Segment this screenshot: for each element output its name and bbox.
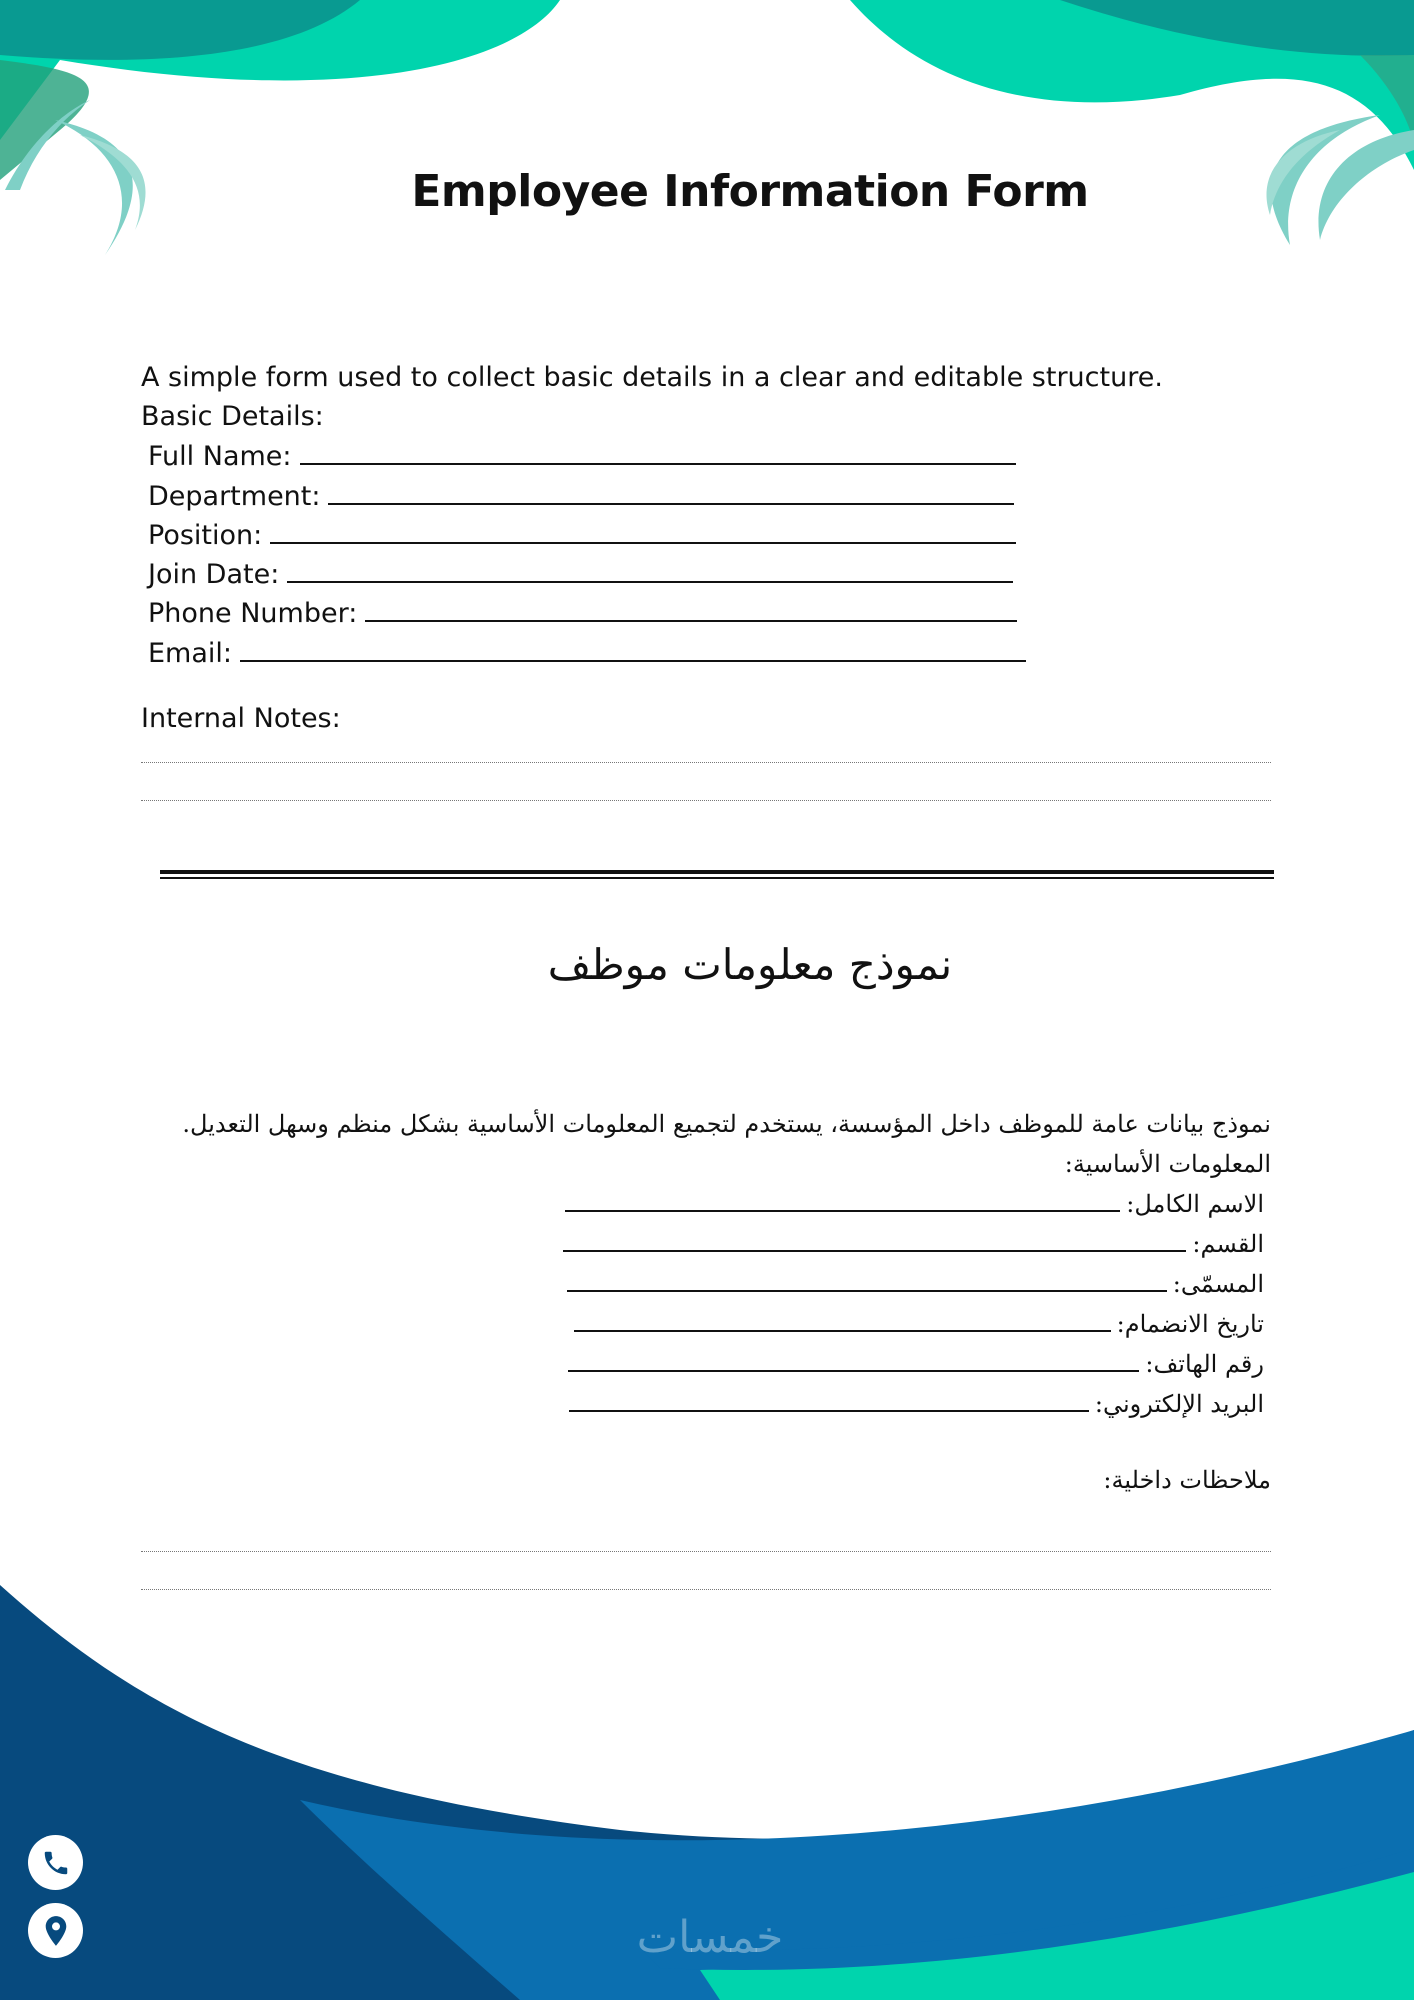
internal-notes-heading-en: Internal Notes: <box>141 703 341 734</box>
field-input-line[interactable] <box>270 542 1016 544</box>
field-label: Phone Number: <box>148 598 358 629</box>
position-field-en[interactable] <box>148 520 1016 551</box>
field-input-line[interactable] <box>568 1370 1139 1372</box>
basic-details-heading-ar: المعلومات الأساسية: <box>1064 1150 1271 1178</box>
department-field-en[interactable] <box>148 481 1014 512</box>
field-label: Join Date: <box>148 559 280 590</box>
email-field-ar[interactable] <box>569 1390 1264 1418</box>
notes-line-en-1[interactable] <box>141 762 1271 763</box>
field-label: Email: <box>148 638 233 669</box>
field-input-line[interactable] <box>240 660 1026 662</box>
position-field-ar[interactable] <box>567 1270 1264 1298</box>
section-divider <box>160 870 1274 874</box>
field-input-line[interactable] <box>567 1290 1167 1292</box>
field-label: رقم الهاتف: <box>1145 1350 1264 1378</box>
intro-text-ar: نموذج بيانات عامة للموظف داخل المؤسسة، يستخدم لتجميع المعلومات الأساسية بشكل منظم وسهل التعديل. <box>182 1110 1271 1138</box>
field-label: الاسم الكامل: <box>1126 1190 1264 1218</box>
join-date-field-en[interactable] <box>148 559 1013 590</box>
phone-icon <box>28 1835 83 1890</box>
field-input-line[interactable] <box>287 581 1013 583</box>
field-label: تاريخ الانضمام: <box>1116 1310 1264 1338</box>
email-field-en[interactable] <box>148 638 1026 669</box>
join-date-field-ar[interactable] <box>574 1310 1264 1338</box>
field-input-line[interactable] <box>563 1250 1186 1252</box>
field-input-line[interactable] <box>565 1210 1120 1212</box>
field-label: Full Name: <box>148 441 292 472</box>
field-label: Position: <box>148 520 263 551</box>
intro-text-en: A simple form used to collect basic details in a clear and editable structure. <box>141 362 1163 393</box>
phone-number-field-ar[interactable] <box>568 1350 1264 1378</box>
department-field-ar[interactable] <box>563 1230 1264 1258</box>
field-input-line[interactable] <box>328 503 1014 505</box>
notes-line-ar-2[interactable] <box>141 1589 1271 1590</box>
section-divider-thin <box>160 877 1274 879</box>
field-input-line[interactable] <box>574 1330 1111 1332</box>
field-label: القسم: <box>1192 1230 1264 1258</box>
internal-notes-heading-ar: ملاحظات داخلية: <box>1103 1466 1271 1494</box>
watermark-logo: خمسات <box>636 1912 784 1963</box>
field-label: Department: <box>148 481 321 512</box>
notes-line-en-2[interactable] <box>141 800 1271 801</box>
notes-line-ar-1[interactable] <box>141 1551 1271 1552</box>
field-label: البريد الإلكتروني: <box>1094 1390 1264 1418</box>
form-title-en: Employee Information Form <box>411 166 1089 217</box>
field-input-line[interactable] <box>300 463 1016 465</box>
field-input-line[interactable] <box>365 620 1017 622</box>
form-title-ar: نموذج معلومات موظف <box>547 940 953 989</box>
full-name-field-ar[interactable] <box>565 1190 1264 1218</box>
field-input-line[interactable] <box>569 1410 1089 1412</box>
phone-number-field-en[interactable] <box>148 598 1017 629</box>
basic-details-heading-en: Basic Details: <box>141 401 324 432</box>
field-label: المسمّى: <box>1172 1270 1264 1298</box>
full-name-field-en[interactable] <box>148 441 1016 472</box>
location-pin-icon <box>28 1903 83 1958</box>
